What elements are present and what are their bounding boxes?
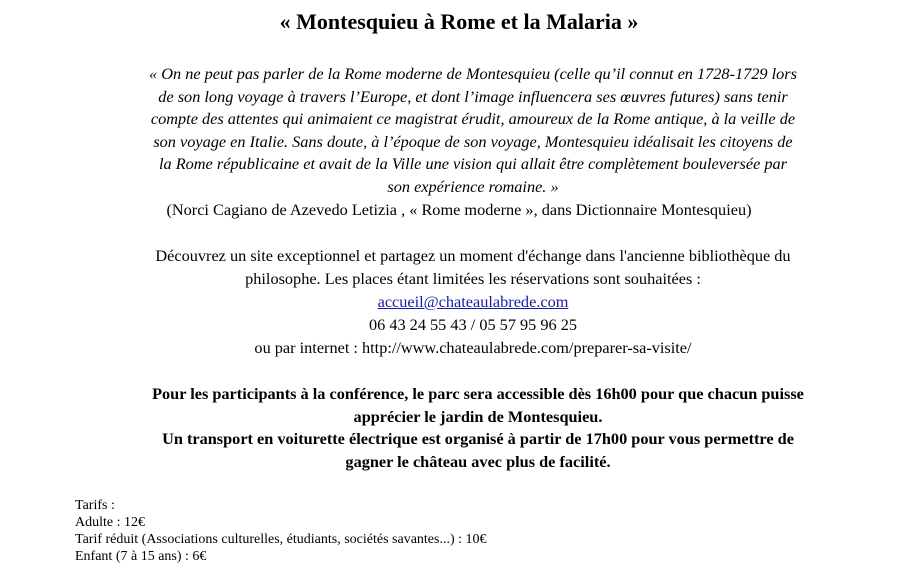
price-item: Adulte : 12€ [75, 515, 145, 530]
email-line [0, 290, 918, 313]
notice-line: gagner le château avec plus de facilité. [345, 451, 611, 471]
website-line: ou par internet : http://www.chateaulabrede.com/preparer-sa-visite/ [254, 338, 692, 357]
document-title: « Montesquieu à Rome et la Malaria » [279, 9, 639, 34]
price-item: Tarif réduit (Associations culturelles, étudiants, sociétés savantes...) : 10€ [75, 532, 487, 547]
quote-line: « On ne peut pas parler de la Rome moderne de Montesquieu (celle qu’il connut en 1728-1729 lors [149, 64, 797, 83]
quote-line: la Rome républicaine et avait de la Ville une vision qui allait être complètement bouleversée par [158, 154, 787, 174]
quote-citation: (Norci Cagiano de Azevedo Letizia , « Rome moderne », dans Dictionnaire Montesquieu) [166, 200, 752, 219]
quote-line: son voyage en Italie. Sans doute, à l’époque de son voyage, Montesquieu idéalisait les citoyens de [153, 131, 793, 151]
info-line: Découvrez un site exceptionnel et partagez un moment d'échange dans l'ancienne bibliothèque du [155, 246, 791, 265]
email-link[interactable]: accueil@chateaulabrede.com [377, 292, 569, 311]
info-line: philosophe. Les places étant limitées les réservations sont souhaitées : [245, 269, 701, 288]
notice-line: Un transport en voiturette électrique est organisé à partir de 17h00 pour vous permettre de [162, 429, 794, 448]
quote-line: compte des attentes qui animaient ce magistrat érudit, amoureux de la Rome antique, à la veille de [150, 109, 796, 129]
phone-numbers: 06 43 24 55 43 / 05 57 95 96 25 [368, 315, 578, 334]
reservation-info [0, 244, 918, 359]
pricing-heading: Tarifs : [75, 498, 115, 513]
notice-line: apprécier le jardin de Montesquieu. [353, 406, 603, 426]
quote-line: son expérience romaine. » [387, 176, 559, 196]
quote-block [60, 63, 886, 199]
pricing-block [75, 497, 487, 565]
participants-notice [0, 383, 918, 473]
notice-line: Pour les participants à la conférence, le parc sera accessible dès 16h00 pour que chacun puisse [152, 384, 804, 403]
quote-line: de son long voyage à travers l’Europe, et dont l’image influencera ses œuvres futures) sans tenir [158, 86, 788, 106]
price-item: Enfant (7 à 15 ans) : 6€ [75, 549, 207, 564]
